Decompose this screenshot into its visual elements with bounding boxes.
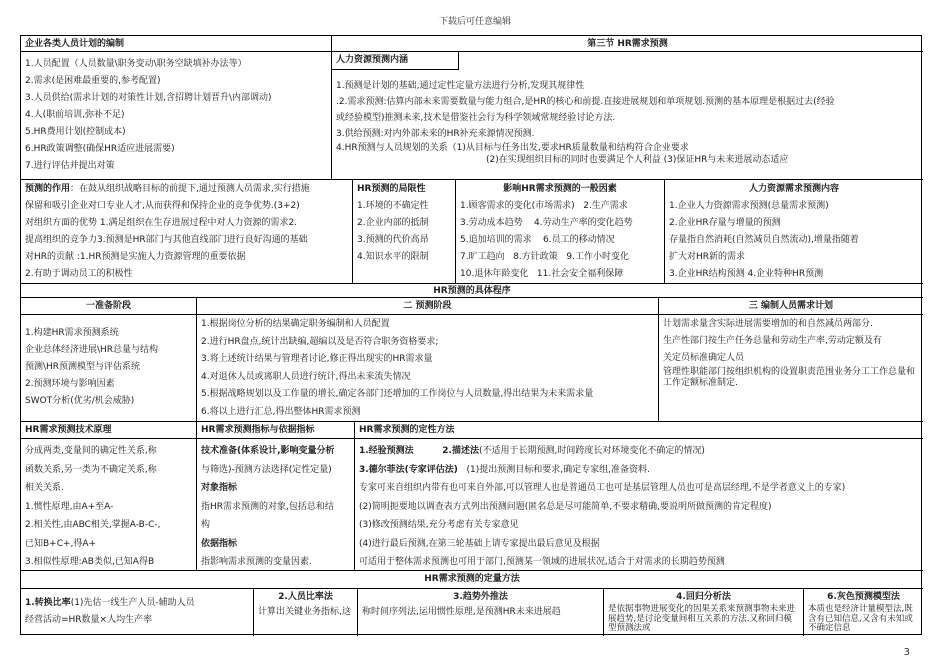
stage1-item: 企业总体经济进展\HR总量与结构 [25,345,159,355]
stage2-item: 4.对退休人员或离职人员进行统计,得出未来流失情况 [201,371,411,382]
steps-item: 对象指标 [201,483,238,493]
steps-item: 技术准备(体系设计,影响变量分析 [201,446,335,456]
qualitative-item: (3)修改预测结果,充分考虑有关专家意见 [359,520,519,530]
quant-method-4 [604,589,804,636]
steps-item: 指影响需求预测的变量因素. [201,557,312,567]
role-line: 对HR的贡献 :1.HR预测是实施人力资源管理的重要依据 [25,252,246,262]
factors-cell [456,180,665,284]
quant-method-2-desc: 计算出关键业务指标,这 [258,607,351,617]
connotation-title-cell [332,52,459,70]
factor-item: 7.旷工趋向 [460,252,505,262]
qualitative-item: 可适用于整体需求预测也可用于部门,预测某一领域的进展状况,适合于对需求的长期趋势预测 [359,557,725,567]
plan-item: 1.人员配置（人员数量\职务变动\职务空缺填补办法等） [25,59,247,69]
content-title: 人力资源需求预测内容 [748,184,839,194]
qualitative-method-3-desc: (1)提出预测目标和要求,确定专家组,准备资料. [466,464,650,475]
plan-title: 企业各类人员计划的编制 [25,39,125,49]
stage2-title-cell [197,298,659,315]
connotation-body [332,70,923,180]
limits-item: 4.知识水平的限制 [357,252,429,262]
study-sheet [20,35,922,635]
section3-title: 第三节 HR需求预测 [587,39,668,49]
factor-item: 6.员工的移动情况 [543,235,615,245]
connotation-item: .2.需求预测:估算内部未来需要数量与能力组合,是HR的核心和前提.直接进展规划和单项规划.预测的基本原理是根据过去(经验 [336,97,835,107]
principle-item: 3.相似性原理:AB类似,已知A得B [25,557,155,567]
quant-title-cell [21,571,923,589]
stage2-item: 6.将以上进行汇总,得出整体HR需求预测 [201,406,361,417]
quant-method-1-line: (1)先估一线生产人员-辅助人员 [70,598,195,608]
stage1-item: 1.构建HR需求预测系统 [25,328,119,338]
factor-item: 3.劳动成本趋势 [460,218,523,228]
limits-item: 2.企业内部的抵制 [357,218,429,228]
role-line: 保留和吸引企业对口专业人才,从而获得和保持企业的竞争优势.(3+2) [25,201,300,211]
quant-method-3 [358,589,604,636]
factor-item: 4.劳动生产率的变化趋势 [534,218,633,228]
plan-list [21,52,332,180]
steps-item: 指HR需求预测的对象,包括总和结 [201,501,334,512]
quant-method-3-desc: 称时间序列法,运用惯性原理,是预测HR未来进展趋 [362,607,561,617]
principle-body [21,439,197,571]
top-note: 下载后可任意编辑 [438,17,511,27]
content-item: 存量指自然消耗(自然减员自然流动),增量指随着 [669,235,859,245]
procedure-title-cell [21,284,923,298]
factor-item: 9.工作小时变化 [566,252,629,262]
procedure-title: HR预测的具体程序 [433,286,511,296]
quant-method-1-line: 经营活动=HR数量×人均生产率 [25,615,153,625]
factors-title: 影响HR需求预测的一般因素 [503,184,617,194]
stage1-body [21,315,197,422]
plan-item: 7.进行评估并提出对策 [25,161,115,171]
stage3-item: 管理性职能部门按组织机构的设置职责范围业务分工工作总量和工作定额标准制定. [663,367,916,388]
connotation-item: 3.供给预测:对内外部未来的HR补充来源情况预测. [336,129,535,139]
stage3-title: 三 编制人员需求计划 [748,301,834,311]
stage2-item: 2.进行HR盘点,统计出缺编,超编以及是否符合职务资格要求; [201,336,439,347]
factor-item: 1.顾客需求的变化(市场需求) [460,201,575,211]
stage1-item: SWOT分析(优劣/机会威胁) [25,396,135,406]
stage3-item: 关定员标准确定人员 [663,353,745,363]
qualitative-item: 专家可来自组织内带有也可来自外部,可以管理人也是普通员工也可是基层管理人员也可是高层经理,不是学者意义上的专家) [359,483,846,493]
stage1-title: 一准备阶段 [85,301,131,311]
content-item: 1.企业人力资源需求预测(总量需求预测) [669,201,829,211]
steps-item: 与筛选)-预测方法选择(定性定量) [201,464,332,475]
stage1-item: 2.预测环境与影响因素 [25,379,115,389]
plan-item: 3.人员供给(需求计划的对策性计划,含招聘计划晋升\内部调动) [25,93,272,103]
role-cell [21,180,353,284]
connotation-item: 或经验模型)推测未来,技术是借鉴社会行为科学领域常规经验讨论方法. [336,113,616,123]
plan-title-cell [21,36,332,52]
qualitative-item: (2)简明扼要地以调查表方式列出预测问题(匿名总是尽可能简单,不要求精确,要说明所做预测的肯定程度) [359,501,772,512]
stage2-item: 3.将上述统计结果与管理者讨论,修正得出现实的HR需求量 [201,354,433,364]
connotation-title: 人力资源预测内涵 [336,55,409,65]
content-cell [665,180,923,284]
qualitative-method-2: 2.描述法 [442,446,479,456]
factor-item: 8.方针政策 [513,252,558,262]
stage3-item: 生产性部门按生产任务总量和劳动生产率,劳动定额及有 [663,336,882,346]
stage3-title-cell [659,298,923,315]
stage2-body [197,315,659,422]
quant-method-1 [21,589,254,636]
section3-title-cell [332,36,923,52]
factor-item: 5.追加培训的需求 [460,235,532,245]
quant-method-2-title: 2.人员比率法 [278,592,333,602]
qualitative-title: HR需求预测的定性方法 [359,425,455,435]
principle-item: 2.相关性,由ABC相关,掌握A-B-C-, [25,520,161,530]
role-line: 2.有助于调动员工的积极性 [25,269,133,279]
steps-title-cell [197,422,355,439]
principle-item: 分成两类,变量间的确定性关系,称 [25,446,157,456]
stage2-title: 二 预测阶段 [403,301,452,311]
qualitative-method-3: 3.德尔菲法(专家评估法) [359,464,458,475]
stage3-body [659,315,923,422]
quant-method-2 [254,589,358,636]
page-number: 3 [903,647,910,658]
quant-method-4-title: 4.回归分析法 [676,592,731,602]
quant-method-6 [804,589,923,636]
qualitative-body [355,439,923,571]
quant-title: HR需求预测的定量方法 [424,574,520,584]
qualitative-title-cell [355,422,923,439]
stage1-item: 预测\HR预测模型与评估系统 [25,362,141,372]
qualitative-item: (4)进行最后预测,在第三轮基础上请专家提出最后意见及根据 [359,538,600,549]
principle-item: 相关关系. [25,483,64,493]
plan-item: 2.需求(是困难最重要的,参考配置) [25,76,161,86]
quant-method-1-title: 1.转换比率 [25,598,71,608]
quant-method-6-title: 6.灰色预测模型法 [827,592,900,602]
limits-item: 3.预测的代价高昂 [357,235,429,245]
plan-item: 6.HR政策调整(确保HR适应进展需要) [25,144,175,154]
principle-item: 1.惯性原理,由A+至A- [25,501,114,512]
stage1-title-cell [21,298,197,315]
factor-item: 10.退休年龄变化 [460,269,529,279]
connotation-item: 1.预测是计划的基础,通过定性定量方法进行分析,发现其规律性 [336,81,585,91]
steps-item: 依据指标 [201,538,238,549]
role-line: ：在鼓从组织战略目标的前提下,通过预测人员需求,实行措施 [70,184,310,194]
steps-item: 构 [201,520,211,530]
quant-method-6-desc: 本质也是经济计量模型法,既含有已知信息,又含有未知或不确定信息 [808,604,913,633]
quant-method-3-title: 3.趋势外推法 [453,592,508,602]
content-item: 3.企业HR结构预测 4.企业特种HR预测 [669,269,824,279]
quant-method-4-desc: 是依据事物进展变化的因果关系来预测事物未来进展趋势,是讨论变量间相互关系的方法.又称回归模型预测法或 [608,604,796,633]
role-label: 预测的作用 [25,184,71,194]
plan-item: 5.HR费用计划(控制成本) [25,127,126,137]
factor-item: 2.生产需求 [583,201,628,211]
connotation-item: (2)在实现组织目标的同时也要满足个人利益 (3)保证HR与未来进展动态适应 [486,155,789,165]
qualitative-method-2-desc: (不适用于长期预测,时间跨度长对环境变化不确定的情况) [478,446,705,456]
principle-title-cell [21,422,197,439]
limits-item: 1.环境的不确定性 [357,201,429,211]
qualitative-method-1: 1.经验预测法 [359,446,414,456]
stage2-item: 1.根据岗位分析的结果确定职务编制和人员配置 [201,319,390,329]
limits-cell [353,180,456,284]
content-item: 2.企业HR存量与增量的预测 [669,218,781,228]
limits-title: HR预测的局限性 [357,184,426,194]
role-line: 对组织方面的优势 1.满足组织在生存进展过程中对人力资源的需求2. [25,218,298,228]
connotation-item: 4.HR预测与人员规划的关系（1)从目标与任务出发,要求HR质量数量和结构符合企业要求 [336,143,689,153]
plan-item: 4.人(职前培训,弥补不足) [25,110,125,120]
stage3-item: 计划需求量含实际进展需要增加的和自然减员两部分. [663,319,873,329]
principle-item: 函数关系,另一类为不确定关系,称 [25,464,157,475]
content-item: 扩大对HR新的需求 [669,252,746,262]
principle-title: HR需求预测技术原理 [25,425,112,435]
role-line: 提高组织的竞争力3.预测是HR部门与其他直线部门进行良好沟通的基础 [25,235,308,245]
steps-body [197,439,355,571]
stage2-item: 5.根据战略规划以及工作量的增长,确定各部门还增加的工作岗位与人员数量,得出结果为未来需求量 [201,389,594,399]
factor-item: 11.社会安全福利保障 [536,269,624,279]
principle-item: 已知B+C+,得A+ [25,538,97,549]
steps-title: HR需求预测指标与依据指标 [201,425,315,435]
